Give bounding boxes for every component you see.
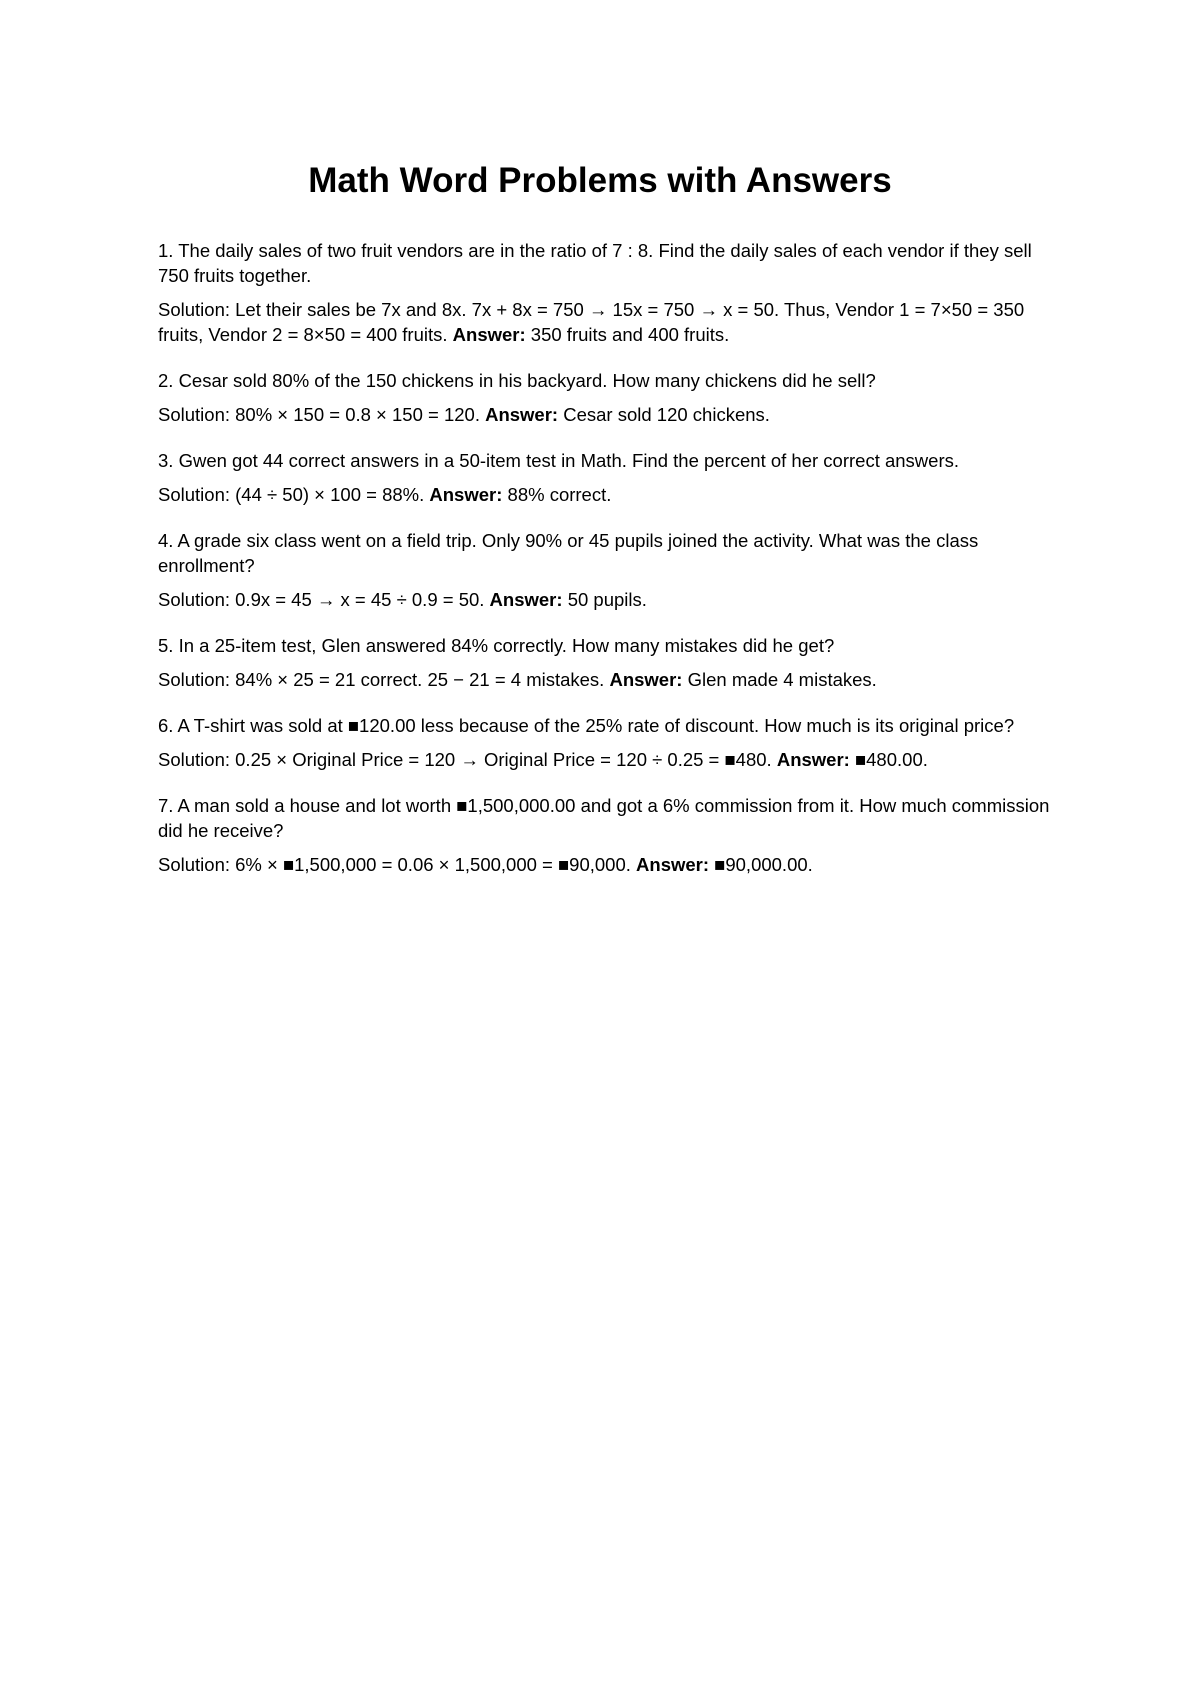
problem-solution-line [158,402,1058,427]
problem-solution-line [158,297,1058,347]
problem-question: 7. A man sold a house and lot worth ■1,500,000.00 and got a 6% commission from it. How much commission did he receive? [158,795,1050,841]
solution-text: Solution: (44 ÷ 50) × 100 = 88%. [158,484,425,505]
answer-label: Answer: [776,749,850,770]
solution-text: Solution: Let their sales be 7x and 8x. 7x + 8x = 750 → 15x = 750 → x = 50. Thus, Vendor 1 = 7×50 = 350 fruits, Vendor 2 = 8×50 = 400 fruits. [158,299,1025,345]
solution-text: Solution: 6% × ■1,500,000 = 0.06 × 1,500,000 = ■90,000. [158,854,631,875]
problem-question: 5. In a 25-item test, Glen answered 84% correctly. How many mistakes did he get? [158,635,835,656]
solution-text: Solution: 80% × 150 = 0.8 × 150 = 120. [158,404,480,425]
answer-text: ■90,000.00. [714,854,813,875]
problem-solution-line [158,852,1058,877]
problem-item [158,793,1058,877]
problem-solution-line [158,482,1058,507]
answer-label: Answer: [452,324,526,345]
answer-text: 50 pupils. [567,589,647,610]
solution-text: Solution: 0.9x = 45 → x = 45 ÷ 0.9 = 50. [158,589,485,610]
problem-item [158,448,1058,507]
problem-question: 6. A T-shirt was sold at ■120.00 less because of the 25% rate of discount. How much is its original price? [158,715,1015,736]
problem-question: 2. Cesar sold 80% of the 150 chickens in his backyard. How many chickens did he sell? [158,370,876,391]
problem-list [158,238,1058,898]
problem-item [158,238,1058,347]
answer-text: ■480.00. [854,749,928,770]
answer-label: Answer: [636,854,710,875]
answer-label: Answer: [485,404,559,425]
problem-solution-line [158,667,1058,692]
answer-label: Answer: [609,669,683,690]
solution-text: Solution: 84% × 25 = 21 correct. 25 − 21 = 4 mistakes. [158,669,605,690]
problem-question: 1. The daily sales of two fruit vendors are in the ratio of 7 : 8. Find the daily sales of each vendor if they sell 750 fruits together. [158,240,1032,286]
problem-item [158,528,1058,612]
answer-text: 350 fruits and 400 fruits. [530,324,730,345]
problem-question: 4. A grade six class went on a field trip. Only 90% or 45 pupils joined the activity. What was the class enrollment? [158,530,979,576]
answer-text: 88% correct. [507,484,612,505]
answer-label: Answer: [489,589,563,610]
problem-item [158,713,1058,772]
answer-label: Answer: [429,484,503,505]
answer-text: Cesar sold 120 chickens. [563,404,770,425]
problem-item [158,633,1058,692]
solution-text: Solution: 0.25 × Original Price = 120 → Original Price = 120 ÷ 0.25 = ■480. [158,749,772,770]
problem-solution-line [158,747,1058,772]
problem-item [158,368,1058,427]
problem-solution-line [158,587,1058,612]
answer-text: Glen made 4 mistakes. [687,669,877,690]
page-title: Math Word Problems with Answers [308,161,892,200]
problem-question: 3. Gwen got 44 correct answers in a 50-item test in Math. Find the percent of her correct answers. [158,450,960,471]
